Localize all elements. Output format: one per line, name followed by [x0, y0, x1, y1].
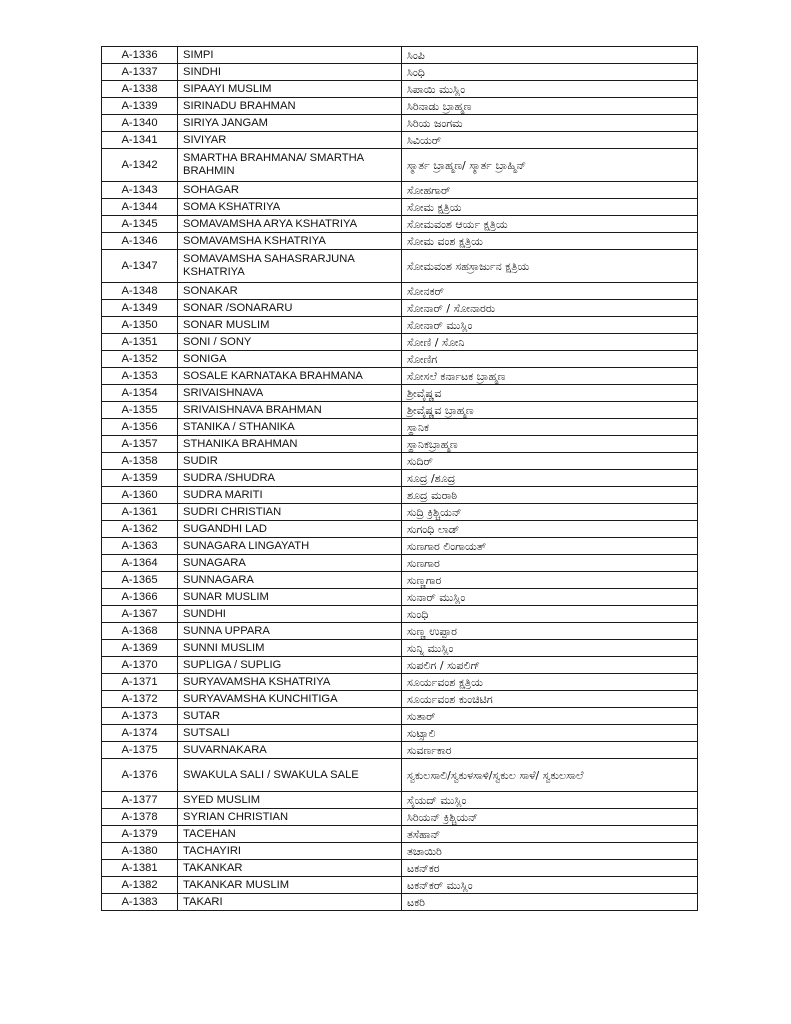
- table-row: [102, 283, 698, 300]
- row-kannada-name-cell: ಸುಟ್ಸಾಲಿ: [402, 725, 698, 742]
- table-row: [102, 742, 698, 759]
- table-row: [102, 877, 698, 894]
- row-kannada-name-cell: ಸೋಣಿ / ಸೋನಿ: [402, 334, 698, 351]
- table-row: [102, 300, 698, 317]
- table-row: [102, 317, 698, 334]
- table-row: [102, 250, 698, 283]
- row-kannada-name-cell: ಸೋನಾರ್ ಮುಸ್ಲಿಂ: [402, 317, 698, 334]
- row-code-cell: A-1349: [102, 300, 178, 317]
- row-kannada-name-cell: ಸುಗಂಧಿ ಲಾಡ್: [402, 521, 698, 538]
- table-row: [102, 606, 698, 623]
- row-english-name-cell: SUDRI CHRISTIAN: [178, 504, 402, 521]
- row-kannada-name-cell: ಸ್ಥಾನಿಕ: [402, 419, 698, 436]
- row-kannada-name-cell: ಶೂದ್ರ ಮರಾಠಿ: [402, 487, 698, 504]
- row-code-cell: A-1372: [102, 691, 178, 708]
- row-english-name-cell: SUNNA UPPARA: [178, 623, 402, 640]
- row-english-name-cell: SMARTHA BRAHMANA/ SMARTHA BRAHMIN: [178, 149, 402, 182]
- row-english-name-cell: SUNDHI: [178, 606, 402, 623]
- table-row: [102, 674, 698, 691]
- row-code-cell: A-1382: [102, 877, 178, 894]
- row-kannada-name-cell: ಸಿಂಧಿ: [402, 64, 698, 81]
- row-kannada-name-cell: ಸೋನಕರ್: [402, 283, 698, 300]
- row-english-name-cell: SIMPI: [178, 47, 402, 64]
- row-kannada-name-cell: ತಸೆಹಾನ್: [402, 826, 698, 843]
- row-code-cell: A-1362: [102, 521, 178, 538]
- row-code-cell: A-1366: [102, 589, 178, 606]
- table-row: [102, 640, 698, 657]
- row-code-cell: A-1339: [102, 98, 178, 115]
- row-code-cell: A-1370: [102, 657, 178, 674]
- row-code-cell: A-1359: [102, 470, 178, 487]
- table-body: [102, 47, 698, 911]
- row-english-name-cell: SUNAGARA: [178, 555, 402, 572]
- row-english-name-cell: SRIVAISHNAVA: [178, 385, 402, 402]
- row-kannada-name-cell: ಶ್ರೀವೈಷ್ಣವ ಬ್ರಾಹ್ಮಣ: [402, 402, 698, 419]
- row-kannada-name-cell: ಟಕನ್‌ಕರ: [402, 860, 698, 877]
- table-row: [102, 115, 698, 132]
- row-code-cell: A-1358: [102, 453, 178, 470]
- row-english-name-cell: SOHAGAR: [178, 182, 402, 199]
- row-kannada-name-cell: ಸುಣಗಾರ ಲಿಂಗಾಯತ್: [402, 538, 698, 555]
- row-code-cell: A-1353: [102, 368, 178, 385]
- table-row: [102, 708, 698, 725]
- row-code-cell: A-1375: [102, 742, 178, 759]
- row-english-name-cell: SIVIYAR: [178, 132, 402, 149]
- row-code-cell: A-1352: [102, 351, 178, 368]
- row-english-name-cell: SONAR MUSLIM: [178, 317, 402, 334]
- row-kannada-name-cell: ಸೂದ್ರ /ಶೂದ್ರ: [402, 470, 698, 487]
- table-row: [102, 47, 698, 64]
- table-row: [102, 470, 698, 487]
- row-kannada-name-cell: ತಚಾಯಿರಿ: [402, 843, 698, 860]
- row-english-name-cell: SONAKAR: [178, 283, 402, 300]
- row-english-name-cell: SIRIYA JANGAM: [178, 115, 402, 132]
- row-code-cell: A-1355: [102, 402, 178, 419]
- row-english-name-cell: SUDRA /SHUDRA: [178, 470, 402, 487]
- row-code-cell: A-1363: [102, 538, 178, 555]
- table-row: [102, 64, 698, 81]
- row-kannada-name-cell: ಸ್ಥಾನಿಕಬ್ರಾಹ್ಮಣ: [402, 436, 698, 453]
- row-english-name-cell: SUVARNAKARA: [178, 742, 402, 759]
- row-english-name-cell: STANIKA / STHANIKA: [178, 419, 402, 436]
- table-row: [102, 572, 698, 589]
- row-kannada-name-cell: ಸೋಸಲೆ ಕರ್ನಾಟಕ ಬ್ರಾಹ್ಮಣ: [402, 368, 698, 385]
- row-english-name-cell: SYED MUSLIM: [178, 792, 402, 809]
- row-english-name-cell: SUPLIGA / SUPLIG: [178, 657, 402, 674]
- row-english-name-cell: SURYAVAMSHA KSHATRIYA: [178, 674, 402, 691]
- row-code-cell: A-1336: [102, 47, 178, 64]
- row-english-name-cell: SUTSALI: [178, 725, 402, 742]
- table-row: [102, 725, 698, 742]
- row-code-cell: A-1374: [102, 725, 178, 742]
- table-row: [102, 351, 698, 368]
- row-code-cell: A-1351: [102, 334, 178, 351]
- row-english-name-cell: STHANIKA BRAHMAN: [178, 436, 402, 453]
- row-kannada-name-cell: ಸುಂಧಿ: [402, 606, 698, 623]
- row-kannada-name-cell: ಸಿವಿಯರ್: [402, 132, 698, 149]
- row-english-name-cell: SOMAVAMSHA KSHATRIYA: [178, 233, 402, 250]
- table-row: [102, 623, 698, 640]
- row-kannada-name-cell: ಸುದ್ರಿ ಕ್ರಿಶ್ಚಿಯನ್: [402, 504, 698, 521]
- table-row: [102, 843, 698, 860]
- row-kannada-name-cell: ಸೋಣಿಗ: [402, 351, 698, 368]
- row-english-name-cell: SYRIAN CHRISTIAN: [178, 809, 402, 826]
- row-code-cell: A-1354: [102, 385, 178, 402]
- row-code-cell: A-1376: [102, 759, 178, 792]
- row-english-name-cell: SUNAR MUSLIM: [178, 589, 402, 606]
- row-code-cell: A-1337: [102, 64, 178, 81]
- row-code-cell: A-1379: [102, 826, 178, 843]
- table-row: [102, 132, 698, 149]
- table-row: [102, 657, 698, 674]
- row-kannada-name-cell: ಸೋಮವಂಶ ಸಹಸ್ರಾರ್ಜುನ ಕ್ಷತ್ರಿಯ: [402, 250, 698, 283]
- table-row: [102, 504, 698, 521]
- row-kannada-name-cell: ಸೂರ್ಯವಂಶ ಕುಂಚಿಟಿಗ: [402, 691, 698, 708]
- table-row: [102, 453, 698, 470]
- table-row: [102, 809, 698, 826]
- table-row: [102, 555, 698, 572]
- row-english-name-cell: SOMA KSHATRIYA: [178, 199, 402, 216]
- row-kannada-name-cell: ಸ್ಮಾರ್ತ ಬ್ರಾಹ್ಮಣ/ ಸ್ಮಾರ್ತ ಬ್ರಾಹ್ಮಿನ್: [402, 149, 698, 182]
- table-row: [102, 419, 698, 436]
- row-kannada-name-cell: ಟಕನ್‌ಕರ್ ಮುಸ್ಲಿಂ: [402, 877, 698, 894]
- table-row: [102, 589, 698, 606]
- row-kannada-name-cell: ಸೈಯದ್ ಮುಸ್ಲಿಂ: [402, 792, 698, 809]
- row-code-cell: A-1340: [102, 115, 178, 132]
- table-row: [102, 402, 698, 419]
- row-code-cell: A-1361: [102, 504, 178, 521]
- row-code-cell: A-1356: [102, 419, 178, 436]
- row-english-name-cell: SURYAVAMSHA KUNCHITIGA: [178, 691, 402, 708]
- row-code-cell: A-1357: [102, 436, 178, 453]
- table-row: [102, 521, 698, 538]
- row-kannada-name-cell: ಸುಣಗಾರ: [402, 555, 698, 572]
- row-english-name-cell: SINDHI: [178, 64, 402, 81]
- row-kannada-name-cell: ಸೂರ್ಯವಂಶ ಕ್ಷತ್ರಿಯ: [402, 674, 698, 691]
- row-english-name-cell: SIPAAYI MUSLIM: [178, 81, 402, 98]
- row-english-name-cell: SONAR /SONARARU: [178, 300, 402, 317]
- table-row: [102, 385, 698, 402]
- row-kannada-name-cell: ಸೋಮ ಕ್ಷತ್ರಿಯ: [402, 199, 698, 216]
- row-kannada-name-cell: ಸುತಾರ್: [402, 708, 698, 725]
- row-kannada-name-cell: ಸುಣ್ಣ ಉಪ್ಪಾರ: [402, 623, 698, 640]
- row-code-cell: A-1350: [102, 317, 178, 334]
- table-row: [102, 759, 698, 792]
- row-english-name-cell: SOMAVAMSHA SAHASRARJUNA KSHATRIYA: [178, 250, 402, 283]
- row-code-cell: A-1380: [102, 843, 178, 860]
- row-english-name-cell: SIRINADU BRAHMAN: [178, 98, 402, 115]
- table-row: [102, 691, 698, 708]
- table-row: [102, 81, 698, 98]
- row-kannada-name-cell: ಸುನಾರ್ ಮುಸ್ಲಿಂ: [402, 589, 698, 606]
- row-english-name-cell: TACHAYIRI: [178, 843, 402, 860]
- row-code-cell: A-1344: [102, 199, 178, 216]
- row-english-name-cell: TAKARI: [178, 894, 402, 911]
- row-code-cell: A-1377: [102, 792, 178, 809]
- row-english-name-cell: TAKANKAR: [178, 860, 402, 877]
- row-code-cell: A-1343: [102, 182, 178, 199]
- row-kannada-name-cell: ಸುದಿರ್: [402, 453, 698, 470]
- row-english-name-cell: SRIVAISHNAVA BRAHMAN: [178, 402, 402, 419]
- row-code-cell: A-1368: [102, 623, 178, 640]
- table-row: [102, 233, 698, 250]
- row-code-cell: A-1365: [102, 572, 178, 589]
- row-kannada-name-cell: ಸಿಪಾಯಿ ಮುಸ್ಲಿಂ: [402, 81, 698, 98]
- row-code-cell: A-1341: [102, 132, 178, 149]
- table-row: [102, 792, 698, 809]
- row-english-name-cell: SONIGA: [178, 351, 402, 368]
- row-english-name-cell: SUGANDHI LAD: [178, 521, 402, 538]
- table-row: [102, 487, 698, 504]
- table-row: [102, 334, 698, 351]
- row-code-cell: A-1346: [102, 233, 178, 250]
- table-row: [102, 860, 698, 877]
- table-row: [102, 98, 698, 115]
- row-kannada-name-cell: ಸಿರಿಯನ್ ಕ್ರಿಶ್ಚಿಯನ್: [402, 809, 698, 826]
- table-row: [102, 538, 698, 555]
- row-english-name-cell: SOSALE KARNATAKA BRAHMANA: [178, 368, 402, 385]
- row-code-cell: A-1371: [102, 674, 178, 691]
- row-kannada-name-cell: ಸುಣ್ಣಗಾರ: [402, 572, 698, 589]
- caste-list-table: [101, 46, 698, 911]
- table-row: [102, 368, 698, 385]
- row-kannada-name-cell: ಸೋಹಗಾರ್: [402, 182, 698, 199]
- row-english-name-cell: SUNAGARA LINGAYATH: [178, 538, 402, 555]
- row-english-name-cell: SOMAVAMSHA ARYA KSHATRIYA: [178, 216, 402, 233]
- row-english-name-cell: SUNNAGARA: [178, 572, 402, 589]
- row-kannada-name-cell: ಸಿರಿನಾಡು ಬ್ರಾಹ್ಮಣ: [402, 98, 698, 115]
- row-kannada-name-cell: ಸುಪಲಿಗ / ಸುಪಲಿಗ್: [402, 657, 698, 674]
- row-english-name-cell: SUDIR: [178, 453, 402, 470]
- row-kannada-name-cell: ಸುನ್ನಿ ಮುಸ್ಲಿಂ: [402, 640, 698, 657]
- row-kannada-name-cell: ಸೋನಾರ್ / ಸೋನಾರರು: [402, 300, 698, 317]
- table-row: [102, 894, 698, 911]
- row-english-name-cell: SUTAR: [178, 708, 402, 725]
- row-english-name-cell: SWAKULA SALI / SWAKULA SALE: [178, 759, 402, 792]
- row-code-cell: A-1345: [102, 216, 178, 233]
- table-row: [102, 199, 698, 216]
- row-english-name-cell: SUDRA MARITI: [178, 487, 402, 504]
- row-english-name-cell: TACEHAN: [178, 826, 402, 843]
- row-code-cell: A-1381: [102, 860, 178, 877]
- table-row: [102, 826, 698, 843]
- row-kannada-name-cell: ಶ್ರೀವೈಷ್ಣವ: [402, 385, 698, 402]
- row-code-cell: A-1347: [102, 250, 178, 283]
- table-row: [102, 436, 698, 453]
- row-english-name-cell: SONI / SONY: [178, 334, 402, 351]
- row-code-cell: A-1369: [102, 640, 178, 657]
- row-kannada-name-cell: ಸುವರ್ಣಕಾರ: [402, 742, 698, 759]
- row-code-cell: A-1378: [102, 809, 178, 826]
- table-row: [102, 182, 698, 199]
- row-code-cell: A-1373: [102, 708, 178, 725]
- row-code-cell: A-1367: [102, 606, 178, 623]
- row-code-cell: A-1360: [102, 487, 178, 504]
- row-english-name-cell: SUNNI MUSLIM: [178, 640, 402, 657]
- row-code-cell: A-1342: [102, 149, 178, 182]
- row-code-cell: A-1383: [102, 894, 178, 911]
- row-code-cell: A-1348: [102, 283, 178, 300]
- row-kannada-name-cell: ಸಿರಿಯ ಜಂಗಮ: [402, 115, 698, 132]
- row-code-cell: A-1338: [102, 81, 178, 98]
- row-english-name-cell: TAKANKAR MUSLIM: [178, 877, 402, 894]
- row-code-cell: A-1364: [102, 555, 178, 572]
- row-kannada-name-cell: ಸ್ವಕುಲಸಾಲಿ/ಸ್ವಕುಳಸಾಳಿ/ಸ್ವಕುಲ ಸಾಳೆ/ ಸ್ವಕುಲಸಾಲೆ: [402, 759, 698, 792]
- row-kannada-name-cell: ಸೋಮವಂಶ ಆರ್ಯ ಕ್ಷತ್ರಿಯ: [402, 216, 698, 233]
- row-kannada-name-cell: ಟಕರಿ: [402, 894, 698, 911]
- row-kannada-name-cell: ಸಿಂಪಿ: [402, 47, 698, 64]
- table-row: [102, 216, 698, 233]
- row-kannada-name-cell: ಸೋಮ ವಂಶ ಕ್ಷತ್ರಿಯ: [402, 233, 698, 250]
- table-row: [102, 149, 698, 182]
